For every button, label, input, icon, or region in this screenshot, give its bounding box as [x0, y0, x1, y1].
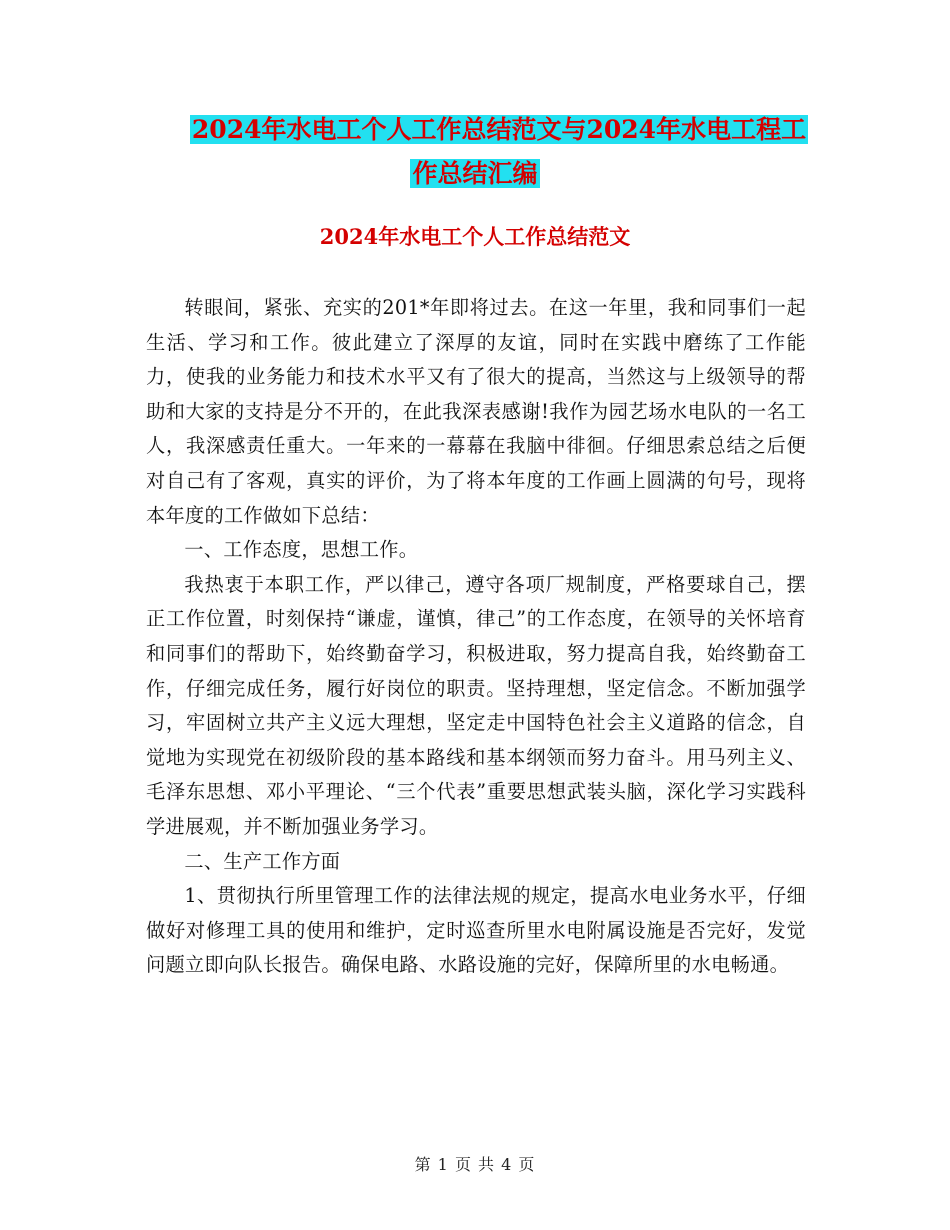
page-footer: 第 1 页 共 4 页 [414, 1155, 536, 1174]
title-line-1-text: 2024年水电工个人工作总结范文与2024年水电工程工 [191, 115, 807, 144]
paragraph-work-attitude: 我热衷于本职工作，严以律己，遵守各项厂规制度，严格要球自己，摆正工作位置，时刻保持“谦虚，谨慎，律己”的工作态度，在领导的关怀培育和同事们的帮助下，始终勤奋学习，积极进取，努力提高自我，始终勤奋工作，仔细完成任务，履行好岗位的职责。坚持理想，坚定信念。不断加强学习，牢固树立共产主义远大理想，坚定走中国特色社会主义道路的信念，自觉地为实现党在初级阶段的基本路线和基本纲领而努力奋斗。用马列主义、毛泽东思想、邓小平理论、“三个代表”重要思想武装头脑，深化学习实践科学进展观，并不断加强业务学习。 [146, 572, 806, 838]
document-title-line-1 [24, 112, 950, 148]
heading-production-work: 二、生产工作方面 [184, 849, 341, 873]
heading-work-attitude: 一、工作态度，思想工作。 [184, 538, 419, 562]
paragraph-intro: 转眼间，紧张、充实的201*年即将过去。在这一年里，我和同事们一起生活、学习和工作。彼此建立了深厚的友谊，同时在实践中磨练了工作能力，使我的业务能力和技术水平又有了很大的提高，当然这与上级领导的帮助和大家的支持是分不开的，在此我深表感谢!我作为园艺场水电队的一名工人，我深感责任重大。一年来的一幕幕在我脑中徘徊。仔细思索总结之后便对自己有了客观，真实的评价，为了将本年度的工作画上圆满的句号，现将本年度的工作做如下总结： [146, 296, 806, 527]
document-body [146, 291, 806, 983]
title-line-2-text: 作总结汇编 [412, 159, 538, 188]
document-title-line-2 [0, 156, 950, 192]
section-subtitle: 2024年水电工个人工作总结范文 [319, 224, 631, 249]
paragraph-production-1: 1、贯彻执行所里管理工作的法律法规的规定，提高水电业务水平，仔细做好对修理工具的使用和维护，定时巡查所里水电附属设施是否完好，发觉问题立即向队长报告。确保电路、水路设施的完好，保障所里的水电畅通。 [146, 884, 806, 977]
